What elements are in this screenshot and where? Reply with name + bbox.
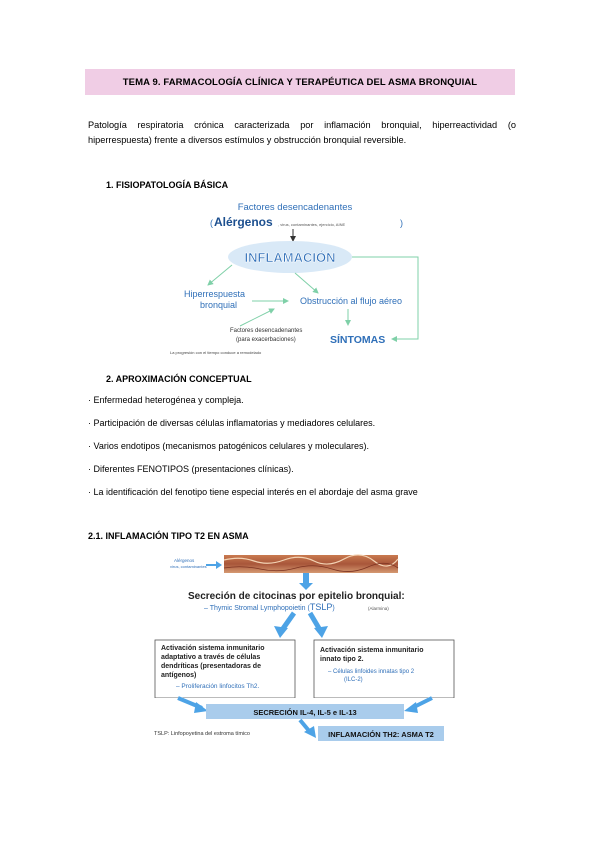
hiperrespuesta-2: bronquial — [200, 300, 238, 310]
box2-sub-1: – Células linfoides innatas tipo 2 — [328, 669, 415, 675]
factores2-2: (para exacerbaciones) — [236, 337, 296, 343]
page-title: TEMA 9. FARMACOLOGÍA CLÍNICA Y TERAPÉUTICA DEL ASMA BRONQUIAL — [122, 76, 478, 88]
t2-alergenos-1: Alérgenos — [174, 558, 195, 563]
bullet-1: · Enfermedad heterogénea y compleja. — [88, 395, 244, 405]
flow-line-left — [208, 265, 232, 285]
obstruccion-text: Obstrucción al flujo aéreo — [300, 296, 403, 306]
sintomas-text: SÍNTOMAS — [330, 334, 386, 346]
box2-sub-2: (ILC-2) — [344, 677, 363, 683]
svg-text:– Thymic Stromal Lymphopoieti — [204, 602, 335, 612]
section-1-heading: 1. FISIOPATOLOGÍA BÁSICA — [106, 180, 229, 190]
flow-line-right — [295, 273, 318, 293]
fisiopatologia-diagram — [170, 193, 445, 363]
tslp-abbr: TSLP — [309, 602, 333, 612]
t2-alergenos-2: virus, contaminantes — [170, 564, 207, 569]
fisiopatologia-caption: La progresión con el tiempo conduce a remodelado — [170, 350, 262, 355]
box1-line2: adaptativo a través de células — [161, 654, 261, 661]
box2-line2: innato tipo 2. — [320, 656, 364, 663]
intro-paragraph: Patología respiratoria crónica caracterizada por inflamación bronquial, hiperreactividad (o hiperrespuesta) frente a diversos estímulos y obstrucción bronquial reversible. — [88, 120, 516, 145]
down-arrow-epitelio — [303, 573, 309, 583]
bullet-3: · Varios endotipos (mecanismos patogénicos celulares y moleculares). — [88, 441, 369, 451]
bullet-2: · Participación de diversas células inflamatorias y mediadores celulares. — [88, 418, 376, 428]
t2-diagram-bottom — [150, 696, 460, 756]
section-2-heading: 2. APROXIMACIÓN CONCEPTUAL — [106, 374, 252, 384]
t2-diagram — [150, 550, 460, 698]
hiperrespuesta-1: Hiperrespuesta — [184, 289, 246, 299]
svg-text:): ) — [400, 218, 403, 228]
bullet-4: · Diferentes FENOTIPOS (presentaciones clínicas). — [88, 464, 294, 474]
box1-line4: antígenos) — [161, 672, 197, 679]
tslp-prefix: – Thymic Stromal Lymphopoietin ( — [204, 605, 310, 612]
section-21-heading: 2.1. INFLAMACIÓN TIPO T2 EN ASMA — [88, 531, 249, 541]
secrecion-citocinas: Secreción de citocinas por epitelio bronquial: — [188, 591, 405, 602]
tslp-suffix: ) — [332, 605, 335, 612]
box1-line3: dendríticas (presentadoras de — [161, 663, 261, 670]
box1-line1: Activación sistema inmunitario — [161, 645, 265, 652]
bullet-5: · La identificación del fenotipo tiene especial interés en el abordaje del asma grave — [88, 487, 418, 497]
factores2-1: Factores desencadenantes — [230, 328, 303, 334]
box2-line1: Activación sistema inmunitario — [320, 647, 424, 654]
svg-text:(: ( — [210, 218, 213, 228]
box1-sub: – Proliferación linfocitos Th2. — [176, 683, 260, 690]
alergenos-text: Alérgenos — [214, 215, 273, 229]
tslp-caption: TSLP: Linfopoyetina del estroma tímico — [154, 731, 250, 737]
factores-text: Factores desencadenantes — [237, 202, 353, 213]
inflamacion-t2-text: INFLAMACIÓN TH2: ASMA T2 — [328, 730, 434, 739]
tslp-note: (Alarmina) — [368, 606, 389, 611]
flow-line-factores — [240, 309, 274, 326]
alergenos-note: , virus, contaminantes, ejercicio, AINE — [278, 222, 346, 227]
title-bar — [85, 69, 515, 95]
secrecion-il-text: SECRECIÓN IL-4, IL-5 e IL-13 — [253, 708, 357, 717]
inflamacion-text: INFLAMACIÓN — [244, 250, 336, 265]
epithelium-image — [224, 555, 398, 573]
